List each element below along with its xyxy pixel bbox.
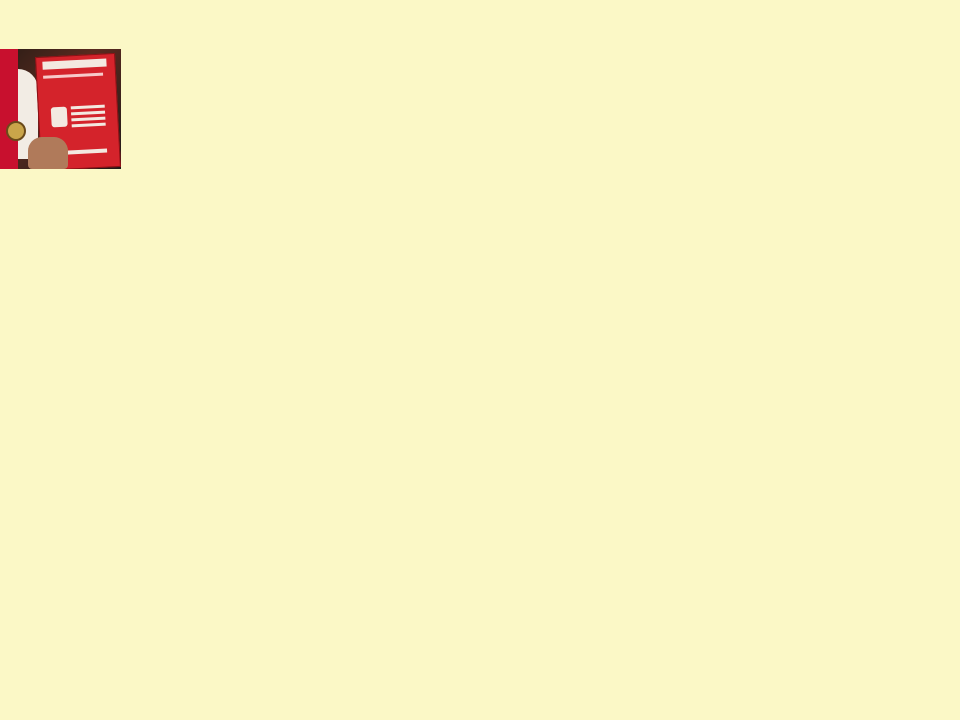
- constitution-book-photo: [0, 49, 121, 169]
- bottom-decorative-bar: [0, 712, 960, 720]
- coat-of-arms-icon: [6, 121, 26, 141]
- top-decorative-bar: [0, 8, 960, 42]
